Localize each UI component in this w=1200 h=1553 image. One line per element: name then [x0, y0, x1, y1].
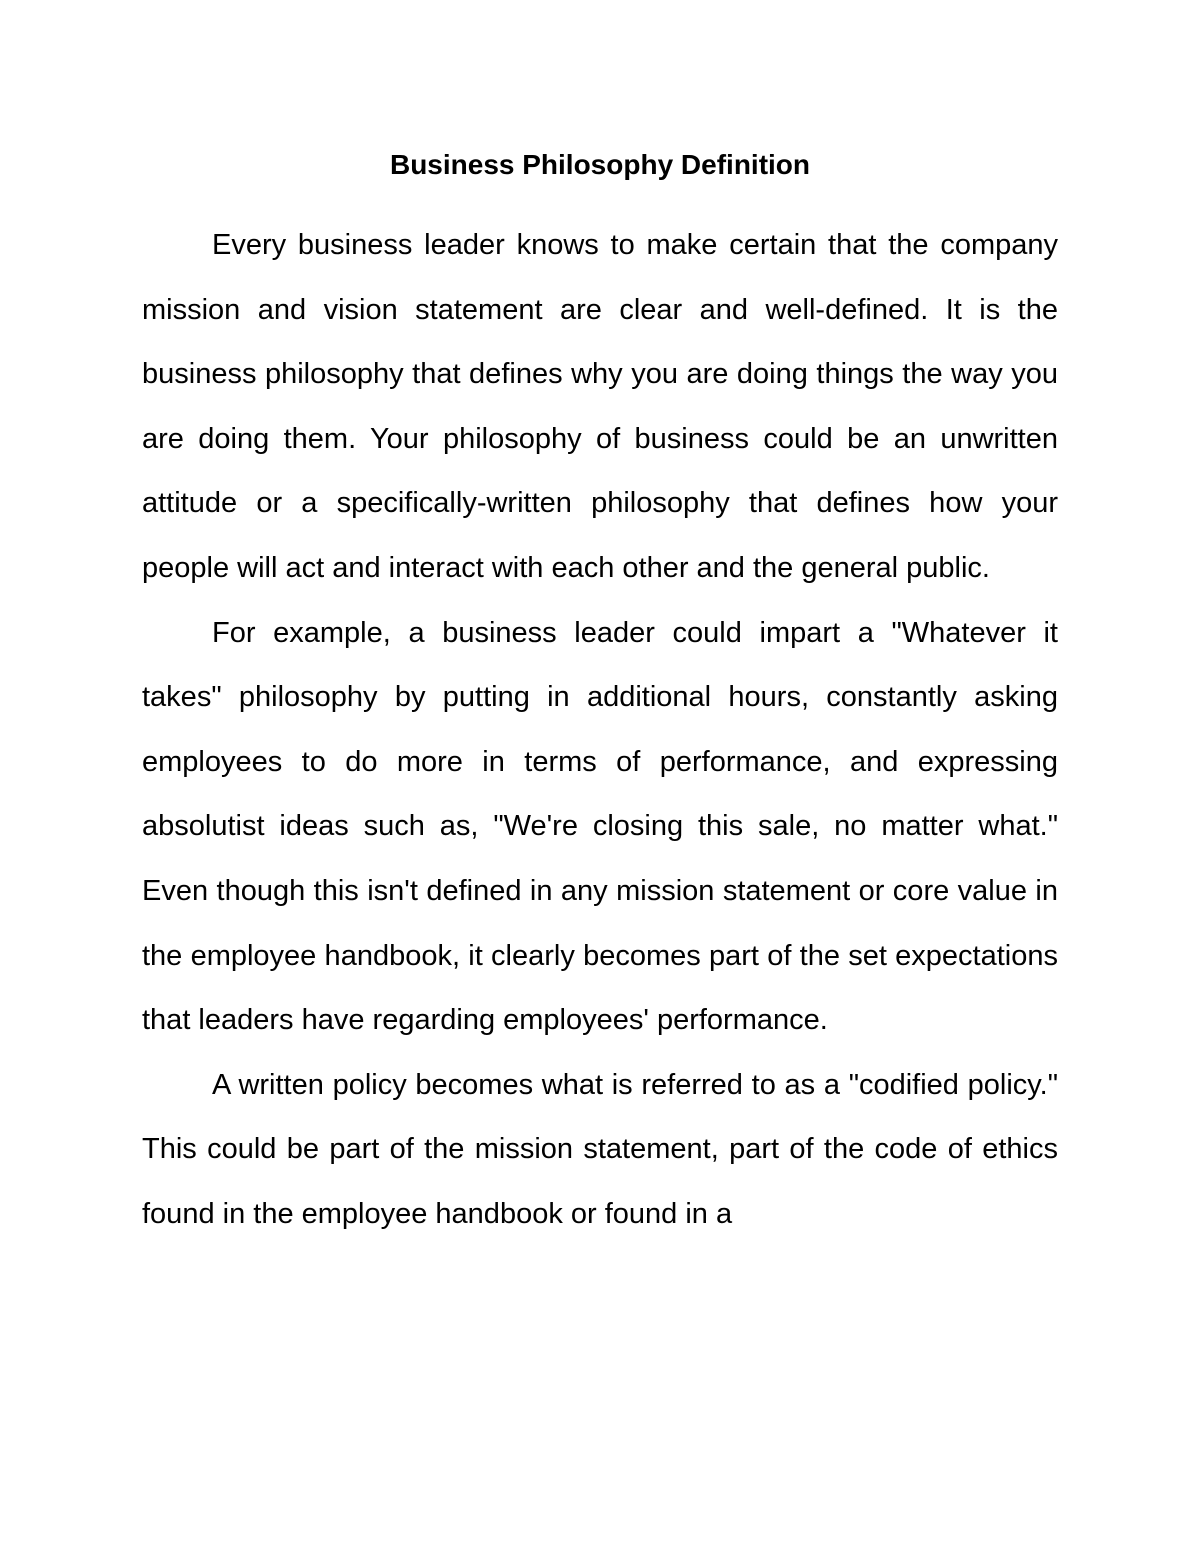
document-body: [142, 213, 1058, 1247]
document-title: Business Philosophy Definition: [389, 149, 811, 180]
paragraph-1: Every business leader knows to make certain that the company mission and vision statement are clear and well-defined. It is the business philosophy that defines why you are doing things the way you are doing them. Your philosophy of business could be an unwritten attitude or a specifically-written philosophy that defines how your people will act and interact with each other and the general public.: [142, 229, 1058, 584]
paragraph-3: A written policy becomes what is referred to as a "codified policy." This could be part of the mission statement, part of the code of ethics found in the employee handbook or found in a: [142, 1068, 1058, 1230]
paragraph-2: For example, a business leader could impart a "Whatever it takes" philosophy by putting in additional hours, constantly asking employees to do more in terms of performance, and expressing absolutist ideas such as, "We're closing this sale, no matter what." Even though this isn't defined in any mission statement or core value in the employee handbook, it clearly becomes part of the set expectations that leaders have regarding employees' performance.: [142, 616, 1058, 1037]
